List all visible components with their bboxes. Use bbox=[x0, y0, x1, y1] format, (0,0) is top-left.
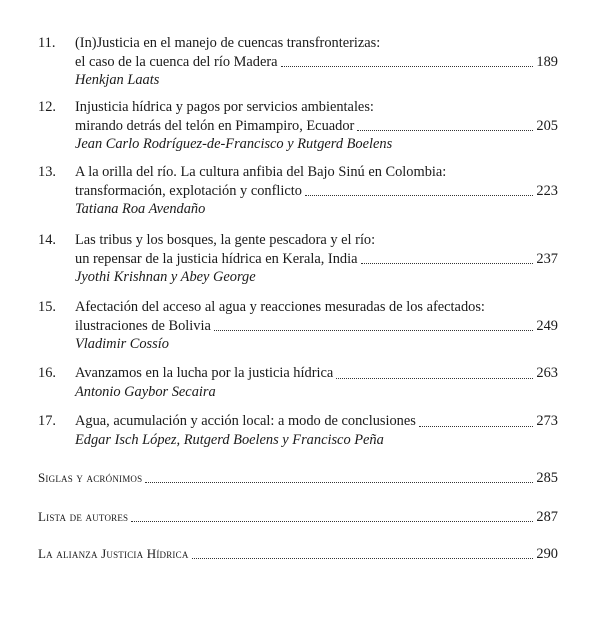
dot-leader bbox=[305, 194, 533, 196]
chapter-number: 15. bbox=[38, 299, 56, 315]
page-number: 263 bbox=[536, 365, 558, 381]
chapter-title-line: Las tribus y los bosques, la gente pescadora y el río: bbox=[75, 232, 376, 248]
chapter-author: Tatiana Roa Avendaño bbox=[75, 201, 206, 217]
dot-leader bbox=[336, 377, 533, 379]
dot-leader bbox=[419, 425, 534, 427]
toc-section-alianza[interactable] bbox=[38, 545, 558, 563]
chapter-title-line: el caso de la cuenca del río Madera bbox=[75, 53, 278, 70]
section-title: Lista de autores bbox=[38, 509, 129, 524]
dot-leader bbox=[192, 557, 534, 559]
chapter-title-line: ilustraciones de Bolivia bbox=[75, 317, 211, 334]
dot-leader bbox=[131, 520, 533, 522]
chapter-title-line: mirando detrás del telón en Pimampiro, Ecuador bbox=[75, 117, 355, 134]
chapter-number: 17. bbox=[38, 413, 56, 429]
chapter-title-line: Avanzamos en la lucha por la justicia hídrica bbox=[75, 365, 334, 381]
page-number: 237 bbox=[536, 250, 558, 267]
chapter-number: 13. bbox=[38, 164, 56, 180]
chapter-number: 11. bbox=[38, 35, 56, 51]
section-title: La alianza Justicia Hídrica bbox=[38, 546, 189, 561]
page-number: 273 bbox=[536, 413, 558, 429]
dot-leader bbox=[214, 329, 534, 331]
chapter-title-line: Agua, acumulación y acción local: a modo de conclusiones bbox=[75, 413, 416, 429]
chapter-title-line: transformación, explotación y conflicto bbox=[75, 182, 302, 199]
chapter-title-line: Injusticia hídrica y pagos por servicios ambientales: bbox=[75, 99, 374, 115]
page-number: 249 bbox=[536, 317, 558, 334]
toc-section-siglas[interactable] bbox=[38, 469, 558, 487]
dot-leader bbox=[145, 481, 533, 483]
chapter-author: Antonio Gaybor Secaira bbox=[75, 383, 216, 400]
chapter-number: 12. bbox=[38, 99, 56, 115]
chapter-title-line: un repensar de la justicia hídrica en Kerala, India bbox=[75, 250, 358, 267]
page-number: 223 bbox=[536, 182, 558, 199]
page-number: 189 bbox=[536, 53, 558, 70]
chapter-author: Vladimir Cossío bbox=[75, 336, 169, 352]
chapter-author: Jyothi Krishnan y Abey George bbox=[75, 269, 256, 285]
chapter-title-line: (In)Justicia en el manejo de cuencas transfronterizas: bbox=[75, 35, 381, 51]
chapter-author: Henkjan Laats bbox=[75, 72, 160, 88]
chapter-title-line: Afectación del acceso al agua y reacciones mesuradas de los afectados: bbox=[75, 299, 485, 315]
page-number: 290 bbox=[536, 546, 558, 562]
chapter-author: Edgar Isch López, Rutgerd Boelens y Francisco Peña bbox=[75, 431, 384, 448]
toc-section-autores[interactable] bbox=[38, 508, 558, 526]
chapter-author: Jean Carlo Rodríguez-de-Francisco y Rutgerd Boelens bbox=[75, 136, 393, 152]
dot-leader bbox=[357, 129, 533, 131]
chapter-number: 16. bbox=[38, 365, 56, 381]
page-number: 287 bbox=[536, 509, 558, 525]
page-number: 285 bbox=[536, 470, 558, 486]
chapter-number: 14. bbox=[38, 232, 56, 248]
dot-leader bbox=[361, 262, 534, 264]
chapter-title-line: A la orilla del río. La cultura anfibia del Bajo Sinú en Colombia: bbox=[75, 164, 447, 180]
page-number: 205 bbox=[536, 117, 558, 134]
section-title: Siglas y acrónimos bbox=[38, 470, 143, 485]
dot-leader bbox=[281, 65, 534, 67]
